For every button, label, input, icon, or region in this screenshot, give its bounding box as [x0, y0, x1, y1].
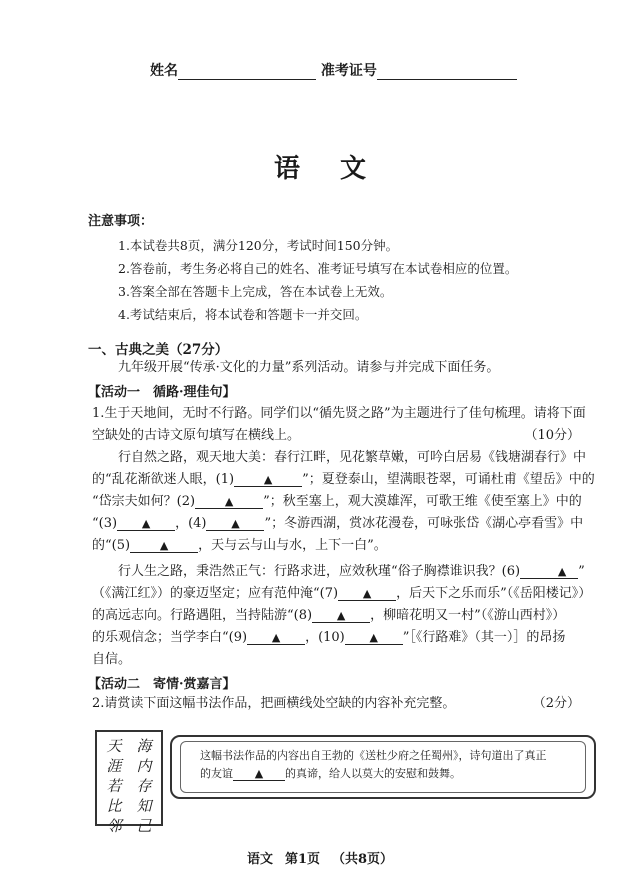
- answer-blank-9[interactable]: ▲: [247, 631, 305, 645]
- passage-line: 的高远志向。行路遇阻，当持陆游“(8) ▲ ，柳暗花明又一村”（《游山西村》）: [92, 608, 566, 623]
- answer-blank-caption[interactable]: ▲: [233, 767, 285, 781]
- passage-line: 的乐观信念；当学李白“(9) ▲ ，(10) ▲ ”［《行路难》（其一）］的昂扬: [92, 630, 566, 645]
- question-1-text: 空缺处的古诗文原句填写在横线上。: [92, 428, 301, 443]
- activity-one-title: 【活动一 循路·理佳句】: [88, 385, 236, 400]
- passage-line: 的“乱花渐欲迷人眼，(1) ▲ ”；夏登泰山，望满眼苍翠，可诵杜甫《望岳》中的: [92, 472, 595, 487]
- question-1-score: （10分）: [524, 428, 580, 443]
- answer-blank-2[interactable]: ▲: [195, 495, 263, 509]
- exam-id-field[interactable]: [377, 65, 517, 80]
- passage-line: （《满江红》）的豪迈坚定；应有范仲淹“(7) ▲ ，后天下之乐而乐”（《岳阳楼记》）: [92, 586, 592, 601]
- answer-blank-6[interactable]: ▲: [520, 565, 578, 579]
- answer-blank-8[interactable]: ▲: [312, 609, 370, 623]
- answer-blank-7[interactable]: ▲: [338, 587, 396, 601]
- passage-line: 的“(5) ▲ ，天与云与山与水，上下一白”。: [92, 538, 387, 553]
- answer-blank-4[interactable]: ▲: [206, 517, 264, 531]
- caption-text: 这幅书法作品的内容出自王勃的《送杜少府之任蜀州》，诗句道出了真正 的友谊 ▲ 的真谛，给人以莫大的安慰和鼓舞。: [200, 749, 547, 780]
- answer-blank-1[interactable]: ▲: [234, 473, 302, 487]
- note-item: 1.本试卷共8页，满分120分，考试时间150分钟。: [118, 238, 399, 253]
- answer-blank-10[interactable]: ▲: [345, 631, 403, 645]
- activity-two-title: 【活动二 寄情·赏嘉言】: [88, 677, 236, 692]
- page-footer: [0, 848, 640, 867]
- calligraphy-column: 天 涯 若 比 邻: [106, 737, 122, 835]
- notes-title: 注意事项：: [88, 214, 154, 229]
- note-item: 3.答案全部在答题卡上完成，答在本试卷上无效。: [118, 284, 393, 299]
- candidate-info-line: [150, 60, 517, 80]
- passage-line: 行人生之路，秉浩然正气：行路求进，应效秋瑾“俗子胸襟谁识我？(6) ▲ ”: [118, 564, 585, 579]
- passage-line: “(3) ▲ ，(4) ▲ ”；冬游西湖，赏冰花漫卷，可咏张岱《湖心亭看雪》中: [92, 516, 584, 531]
- exam-id-label: 准考证号: [320, 63, 377, 79]
- question-2: [92, 693, 580, 715]
- passage-line: 行自然之路，观天地大美：春行江畔，见花繁草嫩，可吟白居易《钱塘湖春行》中: [118, 450, 587, 465]
- answer-blank-5[interactable]: ▲: [130, 539, 198, 553]
- section-title: 一、古典之美（27分）: [88, 342, 229, 358]
- question-1-line2: [92, 425, 580, 447]
- name-label: 姓名: [150, 63, 178, 79]
- calligraphy-artwork: [95, 730, 163, 835]
- note-item: 2.答卷前，考生务必将自己的姓名、准考证号填写在本试卷相应的位置。: [118, 261, 518, 276]
- section-intro: 九年级开展“传承·文化的力量”系列活动。请参与并完成下面任务。: [118, 360, 500, 375]
- footer-page: 第1页: [284, 852, 320, 867]
- passage-line: “岱宗夫如何？(2) ▲ ”；秋至塞上，观大漠雄浑，可歌王维《使至塞上》中的: [92, 494, 582, 509]
- question-2-text: 2.请赏读下面这幅书法作品，把画横线处空缺的内容补充完整。: [92, 696, 456, 711]
- question-2-score: （2分）: [532, 696, 580, 711]
- passage-line: 自信。: [92, 652, 132, 667]
- name-field[interactable]: [178, 65, 316, 80]
- calligraphy-column: 海 内 存 知 己: [136, 737, 152, 835]
- note-item: 4.考试结束后，将本试卷和答题卡一并交回。: [118, 307, 368, 322]
- page-title: 语文: [273, 154, 406, 184]
- caption-scroll: [170, 735, 596, 799]
- footer-total: （共8页）: [332, 852, 394, 867]
- question-1-line1: 1.生于天地间，无时不行路。同学们以“循先贤之路”为主题进行了佳句梳理。请将下面: [92, 406, 586, 421]
- footer-subject: 语文: [246, 852, 273, 867]
- answer-blank-3[interactable]: ▲: [117, 517, 175, 531]
